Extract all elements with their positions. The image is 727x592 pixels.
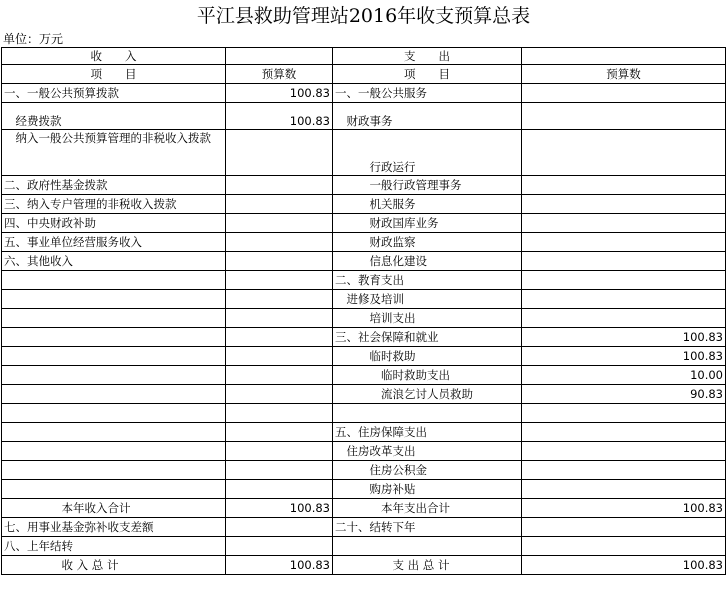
expense-item-cell: 流浪乞讨人员救助 — [333, 385, 522, 404]
expense-budget-cell — [522, 103, 726, 130]
income-budget-cell — [226, 480, 333, 499]
income-item-cell — [2, 404, 226, 423]
expense-item-cell: 财政事务 — [333, 103, 522, 130]
income-item-cell: 收 入 总 计 — [2, 556, 226, 575]
table-row — [2, 461, 726, 480]
expense-budget-cell — [522, 233, 726, 252]
table-row — [2, 537, 726, 556]
income-budget-header: 预算数 — [226, 65, 333, 84]
income-budget-cell — [226, 366, 333, 385]
income-budget-cell — [226, 537, 333, 556]
expense-budget-cell: 90.83 — [522, 385, 726, 404]
income-item-cell: 八、上年结转 — [2, 537, 226, 556]
expense-item-cell: 信息化建设 — [333, 252, 522, 271]
income-budget-cell — [226, 461, 333, 480]
expense-budget-cell — [522, 84, 726, 103]
expense-item-cell: 二十、结转下年 — [333, 518, 522, 537]
expense-item-cell: 财政监察 — [333, 233, 522, 252]
income-budget-cell — [226, 290, 333, 309]
income-item-cell: 本年收入合计 — [2, 499, 226, 518]
expense-budget-cell — [522, 537, 726, 556]
expense-budget-cell — [522, 518, 726, 537]
income-item-cell — [2, 328, 226, 347]
income-item-cell — [2, 442, 226, 461]
expense-item-cell: 临时救助 — [333, 347, 522, 366]
table-row — [2, 233, 726, 252]
table-row — [2, 423, 726, 442]
expense-item-cell — [333, 404, 522, 423]
income-item-cell: 五、事业单位经营服务收入 — [2, 233, 226, 252]
income-budget-cell: 100.83 — [226, 556, 333, 575]
table-row — [2, 309, 726, 328]
income-item-cell — [2, 366, 226, 385]
expense-item-cell: 一、一般公共服务 — [333, 84, 522, 103]
expense-item-cell: 一般行政管理事务 — [333, 176, 522, 195]
income-item-cell: 经费拨款 — [2, 103, 226, 130]
table-row — [2, 442, 726, 461]
expense-item-cell: 住房公积金 — [333, 461, 522, 480]
income-budget-cell — [226, 309, 333, 328]
income-item-cell: 二、政府性基金拨款 — [2, 176, 226, 195]
income-item-cell: 四、中央财政补助 — [2, 214, 226, 233]
table-row — [2, 518, 726, 537]
expense-item-cell: 购房补贴 — [333, 480, 522, 499]
expense-budget-cell — [522, 404, 726, 423]
income-budget-cell — [226, 328, 333, 347]
expense-budget-cell — [522, 130, 726, 176]
expense-item-cell: 支 出 总 计 — [333, 556, 522, 575]
expense-item-cell — [333, 537, 522, 556]
expense-item-cell: 住房改革支出 — [333, 442, 522, 461]
expense-item-cell: 培训支出 — [333, 309, 522, 328]
income-budget-cell — [226, 252, 333, 271]
expense-budget-cell — [522, 480, 726, 499]
income-item-cell: 七、用事业基金弥补收支差额 — [2, 518, 226, 537]
expense-item-cell: 三、社会保障和就业 — [333, 328, 522, 347]
income-budget-cell — [226, 214, 333, 233]
income-item-cell — [2, 290, 226, 309]
header-row-columns — [2, 65, 726, 84]
income-budget-cell — [226, 130, 333, 176]
header-row-section — [2, 48, 726, 65]
report-title: 平江县救助管理站2016年收支预算总表 — [196, 5, 531, 27]
expense-budget-cell — [522, 442, 726, 461]
expense-item-cell: 进修及培训 — [333, 290, 522, 309]
expense-budget-cell — [522, 252, 726, 271]
income-item-cell — [2, 461, 226, 480]
table-row — [2, 176, 726, 195]
income-budget-cell — [226, 442, 333, 461]
income-budget-cell — [226, 385, 333, 404]
table-row — [2, 556, 726, 575]
expense-budget-cell — [522, 214, 726, 233]
income-budget-cell — [226, 518, 333, 537]
income-budget-cell — [226, 233, 333, 252]
table-row — [2, 290, 726, 309]
expense-budget-cell — [522, 309, 726, 328]
expense-budget-cell — [522, 290, 726, 309]
income-item-cell: 六、其他收入 — [2, 252, 226, 271]
income-budget-cell — [226, 423, 333, 442]
income-budget-cell — [226, 176, 333, 195]
expense-header: 支 出 — [333, 48, 522, 65]
budget-table — [1, 47, 726, 575]
expense-budget-cell: 10.00 — [522, 366, 726, 385]
expense-budget-header: 预算数 — [522, 65, 726, 84]
income-item-cell — [2, 309, 226, 328]
expense-item-cell: 二、教育支出 — [333, 271, 522, 290]
income-budget-cell — [226, 347, 333, 366]
expense-budget-cell — [522, 461, 726, 480]
table-row — [2, 271, 726, 290]
expense-budget-cell: 100.83 — [522, 499, 726, 518]
table-row — [2, 366, 726, 385]
income-header-blank — [226, 48, 333, 65]
expense-budget-cell: 100.83 — [522, 347, 726, 366]
expense-budget-cell: 100.83 — [522, 556, 726, 575]
income-budget-cell: 100.83 — [226, 103, 333, 130]
table-row — [2, 84, 726, 103]
expense-item-cell: 本年支出合计 — [333, 499, 522, 518]
income-item-cell — [2, 423, 226, 442]
income-item-cell — [2, 385, 226, 404]
expense-budget-cell — [522, 423, 726, 442]
expense-budget-cell — [522, 176, 726, 195]
income-budget-cell: 100.83 — [226, 499, 333, 518]
income-item-header: 项 目 — [2, 65, 226, 84]
table-row — [2, 103, 726, 130]
income-item-cell — [2, 271, 226, 290]
table-row — [2, 130, 726, 176]
income-item-cell: 纳入一般公共预算管理的非税收入拨款 — [2, 130, 226, 176]
table-row — [2, 328, 726, 347]
expense-item-header: 项 目 — [333, 65, 522, 84]
table-row — [2, 404, 726, 423]
income-item-cell — [2, 347, 226, 366]
expense-budget-cell — [522, 271, 726, 290]
income-header: 收 入 — [2, 48, 226, 65]
table-row — [2, 195, 726, 214]
table-row — [2, 499, 726, 518]
expense-item-cell: 五、住房保障支出 — [333, 423, 522, 442]
table-row — [2, 480, 726, 499]
expense-item-cell: 临时救助支出 — [333, 366, 522, 385]
expense-item-cell: 机关服务 — [333, 195, 522, 214]
expense-budget-cell — [522, 195, 726, 214]
unit-label: 单位：万元 — [3, 32, 64, 46]
income-item-cell: 一、一般公共预算拨款 — [2, 84, 226, 103]
income-budget-cell — [226, 195, 333, 214]
expense-item-cell: 行政运行 — [333, 130, 522, 176]
income-item-cell — [2, 480, 226, 499]
income-budget-cell — [226, 271, 333, 290]
income-item-cell: 三、纳入专户管理的非税收入拨款 — [2, 195, 226, 214]
table-row — [2, 347, 726, 366]
table-row — [2, 252, 726, 271]
table-row — [2, 385, 726, 404]
table-row — [2, 214, 726, 233]
expense-budget-cell: 100.83 — [522, 328, 726, 347]
expense-header-blank — [522, 48, 726, 65]
expense-item-cell: 财政国库业务 — [333, 214, 522, 233]
income-budget-cell — [226, 404, 333, 423]
income-budget-cell: 100.83 — [226, 84, 333, 103]
